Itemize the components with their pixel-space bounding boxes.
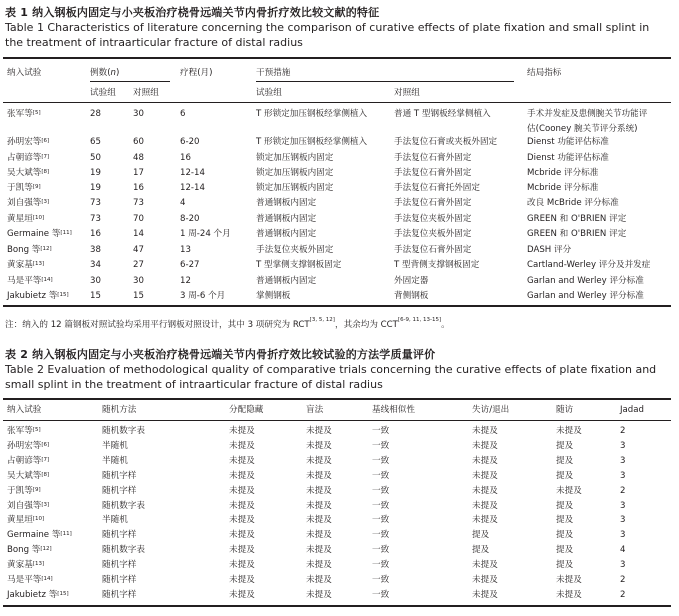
- rand-method: 随机字样: [102, 530, 137, 541]
- cases-ctrl: 73: [133, 198, 144, 208]
- blinding: 未提及: [306, 530, 332, 541]
- rand-method: 随机字样: [102, 575, 137, 585]
- study-name: Jakubietz 等[15]: [7, 291, 69, 301]
- jadad: 3: [620, 470, 626, 481]
- cases-ctrl: 30: [133, 276, 144, 286]
- jadad: 3: [620, 440, 626, 451]
- intervention-exp: T 形锁定加压钢板经掌侧植入: [256, 109, 368, 119]
- allocation: 未提及: [229, 455, 255, 466]
- t1-header-intervention: 干预措施: [256, 68, 291, 78]
- study-name: Jakubietz 等[15]: [7, 589, 69, 600]
- rand-method: 半随机: [102, 515, 128, 526]
- study-name: 于凯等[9]: [7, 485, 41, 496]
- t2-header-study: 纳入试验: [7, 405, 42, 415]
- cases-ctrl: 60: [133, 137, 144, 147]
- study-name: 马是平等[14]: [7, 276, 53, 286]
- rand-method: 随机字样: [102, 589, 137, 600]
- cases-exp: 19: [90, 168, 101, 178]
- t1-header-ctrl: 对照组: [133, 88, 159, 98]
- study-name: 黄星垣[10]: [7, 214, 45, 224]
- allocation: 未提及: [229, 485, 255, 496]
- loss-withdrawal: 未提及: [472, 485, 498, 496]
- outcome: Garlan and Werley 评分标准: [527, 276, 644, 286]
- intervention-exp: 普通钢板内固定: [256, 198, 317, 208]
- jadad: 2: [620, 575, 626, 585]
- t2-header-baseline: 基线相似性: [372, 405, 415, 415]
- t2-header-rand-method: 随机方法: [102, 405, 137, 415]
- outcome: GREEN 和 O'BRIEN 评定: [527, 229, 627, 239]
- intervention-exp: 锁定加压钢板内固定: [256, 183, 334, 193]
- outcome-continued: 估(Cooney 腕关节评分系统): [527, 124, 638, 134]
- cases-exp: 65: [90, 137, 101, 147]
- intervention-ctrl: 外固定器: [394, 276, 429, 286]
- allocation: 未提及: [229, 426, 255, 436]
- blinding: 未提及: [306, 589, 332, 600]
- study-name: 吴大斌等[8]: [7, 168, 50, 178]
- cases-exp: 50: [90, 153, 101, 163]
- study-name: 张军等[5]: [7, 109, 41, 119]
- study-name: 黄家基[13]: [7, 560, 45, 571]
- study-name: Germaine 等[11]: [7, 530, 72, 541]
- allocation: 未提及: [229, 515, 255, 526]
- blinding: 未提及: [306, 500, 332, 511]
- outcome: GREEN 和 O'BRIEN 评定: [527, 214, 627, 224]
- blinding: 未提及: [306, 426, 332, 436]
- cases-ctrl: 17: [133, 168, 144, 178]
- course: 16: [180, 153, 191, 163]
- intervention-ctrl: 手法复位石膏或夹板外固定: [394, 137, 498, 147]
- cases-exp: 38: [90, 245, 101, 255]
- loss-withdrawal: 未提及: [472, 560, 498, 571]
- cases-exp: 73: [90, 198, 101, 208]
- outcome: DASH 评分: [527, 245, 572, 255]
- cases-ctrl: 70: [133, 214, 144, 224]
- study-name: Bong 等[12]: [7, 545, 52, 556]
- table2-title-cn: 表 2 纳入钢板内固定与小夹板治疗桡骨远端关节内骨折疗效比较试验的方法学质量评价: [5, 348, 436, 361]
- t1-header-outcome: 结局指标: [527, 68, 562, 78]
- study-name: 占朝谚等[7]: [7, 153, 50, 163]
- baseline: 一致: [372, 455, 390, 466]
- follow-up: 提及: [556, 470, 574, 481]
- cases-exp: 16: [90, 229, 101, 239]
- allocation: 未提及: [229, 440, 255, 451]
- cases-ctrl: 14: [133, 229, 144, 239]
- t1-header-exp: 试验组: [90, 88, 116, 98]
- course: 6-27: [180, 260, 200, 270]
- study-name: Germaine 等[11]: [7, 229, 72, 239]
- intervention-exp: 普通钢板内固定: [256, 214, 317, 224]
- outcome: 改良 McBride 评分标准: [527, 198, 619, 208]
- blinding: 未提及: [306, 470, 332, 481]
- cases-exp: 73: [90, 214, 101, 224]
- loss-withdrawal: 未提及: [472, 455, 498, 466]
- course: 6-20: [180, 137, 200, 147]
- follow-up: 提及: [556, 440, 574, 451]
- follow-up: 未提及: [556, 426, 582, 436]
- table1-header-rule: [3, 102, 671, 103]
- follow-up: 提及: [556, 455, 574, 466]
- jadad: 2: [620, 426, 626, 436]
- rand-method: 随机数字表: [102, 500, 145, 511]
- follow-up: 提及: [556, 530, 574, 541]
- t2-header-allocation: 分配隐藏: [229, 405, 264, 415]
- t2-header-blinding: 盲法: [306, 405, 324, 415]
- follow-up: 提及: [556, 545, 574, 556]
- table2-bottom-rule: [3, 605, 671, 607]
- course: 12-14: [180, 183, 205, 193]
- jadad: 4: [620, 545, 626, 556]
- allocation: 未提及: [229, 470, 255, 481]
- baseline: 一致: [372, 500, 390, 511]
- intervention-ctrl: 手法复位夹板外固定: [394, 214, 472, 224]
- outcome: Garlan and Werley 评分标准: [527, 291, 644, 301]
- table1-title-en: Table 1 Characteristics of literature concerning the comparison of curative effects of plate fixation and small splint in the treatment of intraarticular fracture of distal radius: [5, 21, 650, 49]
- follow-up: 提及: [556, 500, 574, 511]
- t1-header-course: 疗程(月): [180, 68, 213, 78]
- blinding: 未提及: [306, 440, 332, 451]
- rand-method: 半随机: [102, 455, 128, 466]
- cases-ctrl: 30: [133, 109, 144, 119]
- jadad: 2: [620, 589, 626, 600]
- baseline: 一致: [372, 530, 390, 541]
- cases-exp: 30: [90, 276, 101, 286]
- baseline: 一致: [372, 515, 390, 526]
- cases-exp: 19: [90, 183, 101, 193]
- course: 12-14: [180, 168, 205, 178]
- loss-withdrawal: 提及: [472, 530, 490, 541]
- cases-ctrl: 48: [133, 153, 144, 163]
- study-name: 于凯等[9]: [7, 183, 41, 193]
- loss-withdrawal: 未提及: [472, 589, 498, 600]
- intervention-ctrl: 手法复位石膏外固定: [394, 168, 472, 178]
- study-name: 吴大斌等[8]: [7, 470, 50, 481]
- baseline: 一致: [372, 575, 390, 585]
- course: 13: [180, 245, 191, 255]
- table1-bottom-rule: [3, 305, 671, 307]
- blinding: 未提及: [306, 515, 332, 526]
- blinding: 未提及: [306, 485, 332, 496]
- intervention-ctrl: 手法复位石膏外固定: [394, 198, 472, 208]
- t1-cases-subrule: [90, 81, 170, 82]
- intervention-exp: 锁定加压钢板内固定: [256, 168, 334, 178]
- outcome: Cartland-Werley 评分及并发症: [527, 260, 651, 270]
- t1-header-study: 纳入试验: [7, 68, 42, 78]
- study-name: 张军等[5]: [7, 426, 41, 436]
- t1-header-int-exp: 试验组: [256, 88, 282, 98]
- allocation: 未提及: [229, 589, 255, 600]
- intervention-ctrl: T 型背侧支撑钢板固定: [394, 260, 480, 270]
- allocation: 未提及: [229, 575, 255, 585]
- loss-withdrawal: 未提及: [472, 500, 498, 511]
- outcome: Dienst 功能评估标准: [527, 137, 609, 147]
- outcome: Mcbride 评分标准: [527, 168, 599, 178]
- intervention-ctrl: 手法复位石膏外固定: [394, 245, 472, 255]
- study-name: 刘自强等[3]: [7, 198, 50, 208]
- study-name: 孙明宏等[6]: [7, 440, 50, 451]
- follow-up: 提及: [556, 515, 574, 526]
- baseline: 一致: [372, 426, 390, 436]
- baseline: 一致: [372, 589, 390, 600]
- intervention-exp: T 型掌侧支撑钢板固定: [256, 260, 342, 270]
- baseline: 一致: [372, 545, 390, 556]
- rand-method: 随机数字表: [102, 426, 145, 436]
- course: 3 周-6 个月: [180, 291, 226, 301]
- intervention-ctrl: 手法复位石膏外固定: [394, 153, 472, 163]
- intervention-ctrl: 背侧钢板: [394, 291, 429, 301]
- t1-header-cases: 例数(n): [90, 68, 120, 78]
- study-name: Bong 等[12]: [7, 245, 52, 255]
- outcome: Mcbride 评分标准: [527, 183, 599, 193]
- follow-up: 提及: [556, 560, 574, 571]
- rand-method: 随机字样: [102, 560, 137, 571]
- jadad: 2: [620, 485, 626, 496]
- intervention-ctrl: 手法复位石膏托外固定: [394, 183, 480, 193]
- allocation: 未提及: [229, 500, 255, 511]
- rand-method: 随机字样: [102, 470, 137, 481]
- t1-header-int-ctrl: 对照组: [394, 88, 420, 98]
- allocation: 未提及: [229, 530, 255, 541]
- cases-ctrl: 16: [133, 183, 144, 193]
- loss-withdrawal: 未提及: [472, 426, 498, 436]
- intervention-ctrl: 手法复位夹板外固定: [394, 229, 472, 239]
- t2-header-loss-withdrawal: 失访/退出: [472, 405, 510, 415]
- follow-up: 未提及: [556, 575, 582, 585]
- rand-method: 随机数字表: [102, 545, 145, 556]
- intervention-ctrl: 普通 T 型钢板经掌侧植入: [394, 109, 491, 119]
- follow-up: 未提及: [556, 589, 582, 600]
- allocation: 未提及: [229, 560, 255, 571]
- outcome: 手术并发症及患侧腕关节功能评: [527, 109, 648, 119]
- course: 6: [180, 109, 186, 119]
- table2-header-rule: [3, 420, 671, 421]
- cases-ctrl: 27: [133, 260, 144, 270]
- blinding: 未提及: [306, 455, 332, 466]
- outcome: Dienst 功能评估标准: [527, 153, 609, 163]
- baseline: 一致: [372, 440, 390, 451]
- blinding: 未提及: [306, 545, 332, 556]
- loss-withdrawal: 提及: [472, 545, 490, 556]
- loss-withdrawal: 未提及: [472, 515, 498, 526]
- baseline: 一致: [372, 560, 390, 571]
- loss-withdrawal: 未提及: [472, 440, 498, 451]
- cases-ctrl: 47: [133, 245, 144, 255]
- course: 8-20: [180, 214, 200, 224]
- cases-exp: 28: [90, 109, 101, 119]
- loss-withdrawal: 未提及: [472, 470, 498, 481]
- table2-top-rule: [3, 398, 671, 400]
- intervention-exp: 普通钢板内固定: [256, 276, 317, 286]
- blinding: 未提及: [306, 560, 332, 571]
- t1-intervention-subrule: [256, 81, 514, 82]
- allocation: 未提及: [229, 545, 255, 556]
- table1-top-rule: [3, 57, 671, 59]
- jadad: 3: [620, 500, 626, 511]
- course: 1 周-24 个月: [180, 229, 231, 239]
- jadad: 3: [620, 530, 626, 541]
- intervention-exp: 锁定加压钢板内固定: [256, 153, 334, 163]
- cases-exp: 15: [90, 291, 101, 301]
- t2-header-jadad: Jadad: [620, 405, 644, 415]
- study-name: 孙明宏等[6]: [7, 137, 50, 147]
- study-name: 马是平等[14]: [7, 575, 53, 585]
- jadad: 3: [620, 455, 626, 466]
- jadad: 3: [620, 560, 626, 571]
- study-name: 黄家基[13]: [7, 260, 45, 270]
- study-name: 刘自强等[3]: [7, 500, 50, 511]
- loss-withdrawal: 未提及: [472, 575, 498, 585]
- course: 4: [180, 198, 186, 208]
- intervention-exp: 掌侧钢板: [256, 291, 291, 301]
- cases-exp: 34: [90, 260, 101, 270]
- baseline: 一致: [372, 485, 390, 496]
- rand-method: 随机字样: [102, 485, 137, 496]
- follow-up: 未提及: [556, 485, 582, 496]
- blinding: 未提及: [306, 575, 332, 585]
- table1-note: 注：纳入的 12 篇钢板对照试验均采用平行钢板对照设计，其中 3 项研究为 RCT[3, 5, 12]，其余均为 CCT[6-9, 11, 13-15]。: [5, 317, 450, 330]
- intervention-exp: 手法复位夹板外固定: [256, 245, 334, 255]
- course: 12: [180, 276, 191, 286]
- study-name: 黄星垣[10]: [7, 515, 45, 526]
- intervention-exp: 普通钢板内固定: [256, 229, 317, 239]
- jadad: 3: [620, 515, 626, 526]
- cases-ctrl: 15: [133, 291, 144, 301]
- table1-title-cn: 表 1 纳入钢板内固定与小夹板治疗桡骨远端关节内骨折疗效比较文献的特征: [5, 6, 380, 19]
- t2-header-follow-up: 随访: [556, 405, 574, 415]
- rand-method: 半随机: [102, 440, 128, 451]
- intervention-exp: T 形锁定加压钢板经掌侧植入: [256, 137, 368, 147]
- table2-title-en: Table 2 Evaluation of methodological quality of comparative trials concerning the curative effects of plate fixation and small splint in the treatment of intraarticular fracture of distal radius: [5, 363, 657, 391]
- baseline: 一致: [372, 470, 390, 481]
- study-name: 占朝谚等[7]: [7, 455, 50, 466]
